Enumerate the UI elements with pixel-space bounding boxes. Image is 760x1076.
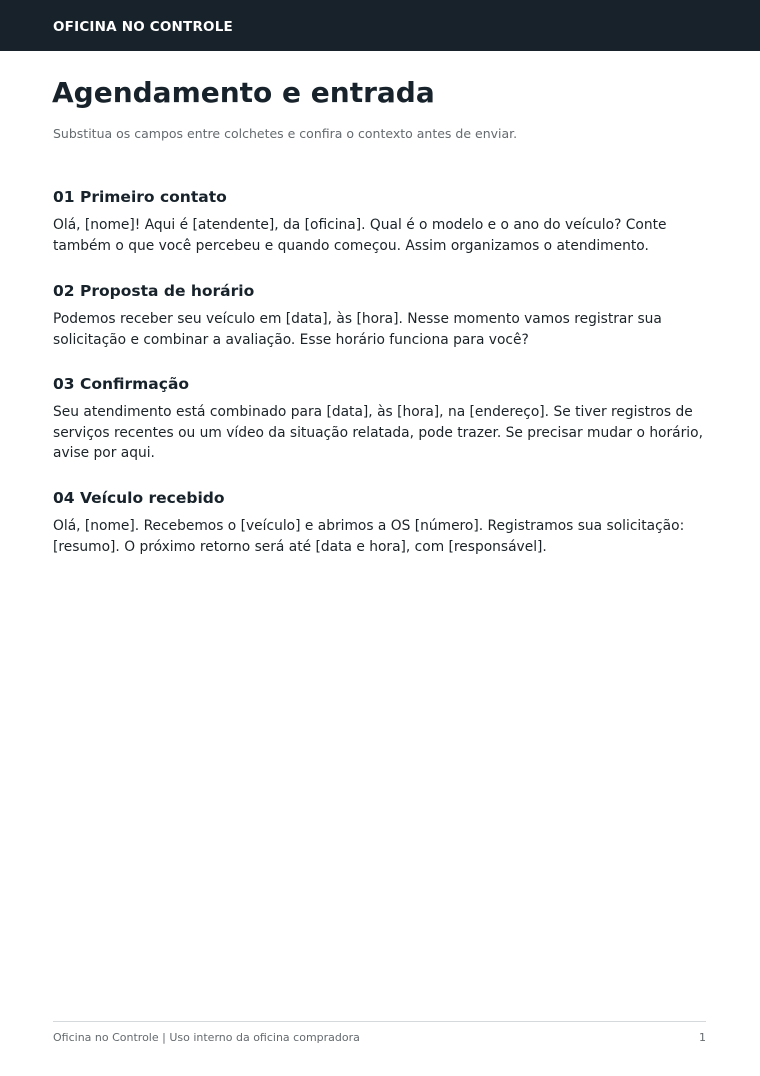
- section-body: Podemos receber seu veículo em [data], às [hora]. Nesse momento vamos registrar sua solicitação e combinar a avaliação. Esse horário funciona para você?: [53, 311, 662, 348]
- section-proposta-de-horario: [53, 281, 703, 350]
- page-number: 1: [699, 1031, 706, 1044]
- section-body: Olá, [nome]. Recebemos o [veículo] e abrimos a OS [número]. Registramos sua solicitação: [resumo]. O próximo retorno será até [data e hora], com [responsável].: [53, 518, 685, 555]
- section-heading: 01 Primeiro contato: [53, 188, 227, 206]
- section-body: Olá, [nome]! Aqui é [atendente], da [oficina]. Qual é o modelo e o ano do veículo? Conte também o que você percebeu e quando começou. Assim organizamos o atendimento.: [53, 217, 667, 254]
- section-veiculo-recebido: [53, 488, 703, 557]
- brand-name: OFICINA NO CONTROLE: [53, 19, 233, 35]
- section-heading: 03 Confirmação: [53, 375, 190, 393]
- footer-divider: [53, 1021, 706, 1022]
- section-confirmacao: [53, 374, 703, 464]
- section-heading: 04 Veículo recebido: [53, 489, 225, 507]
- page-title: Agendamento e entrada: [52, 76, 435, 109]
- page-subtitle: Substitua os campos entre colchetes e confira o contexto antes de enviar.: [53, 126, 518, 141]
- section-body: Seu atendimento está combinado para [data], às [hora], na [endereço]. Se tiver registros de serviços recentes ou um vídeo da situação relatada, pode trazer. Se precisar mudar o horário, avise por aqui.: [53, 404, 703, 461]
- section-primeiro-contato: [53, 187, 703, 256]
- footer-text: Oficina no Controle | Uso interno da oficina compradora: [53, 1031, 360, 1044]
- section-heading: 02 Proposta de horário: [53, 282, 255, 300]
- header-bar: [0, 0, 760, 51]
